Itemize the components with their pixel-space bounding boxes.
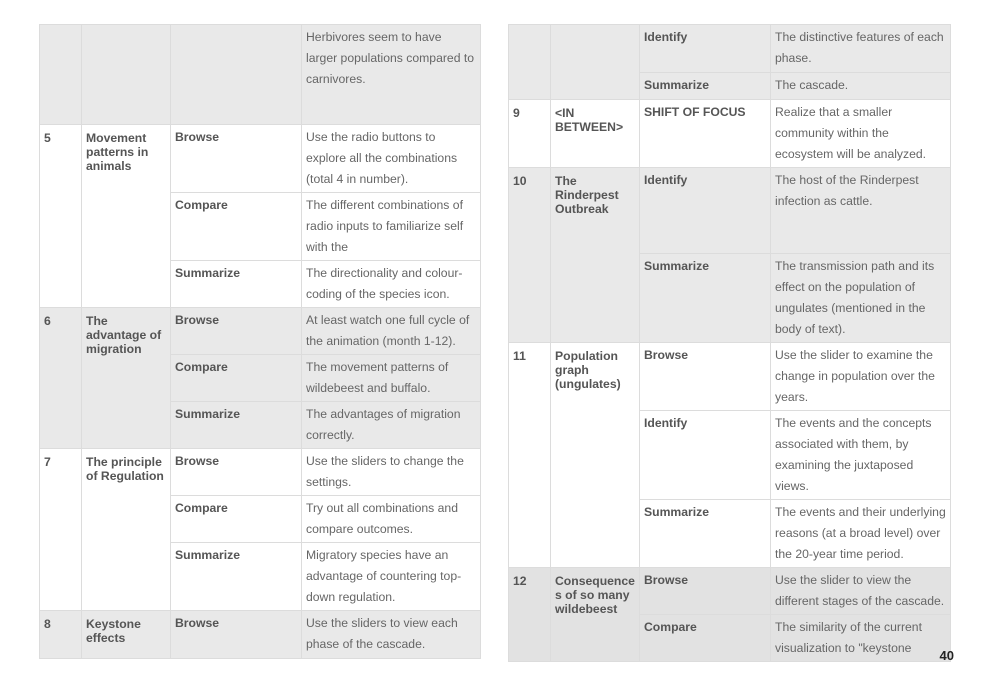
row-number: 5 — [40, 125, 82, 308]
description-cell: Use the slider to view the different stages of the cascade. — [771, 568, 951, 615]
description-cell: The advantages of migration correctly. — [302, 402, 481, 449]
description-cell: The events and the concepts associated with them, by examining the juxtaposed views. — [771, 411, 951, 500]
row-number: 9 — [509, 100, 551, 168]
topic-cell: The principle of Regulation — [82, 449, 171, 611]
description-cell: Realize that a smaller community within the ecosystem will be analyzed. — [771, 100, 951, 168]
activity-cell: Browse — [171, 125, 302, 193]
topic-cell — [551, 25, 640, 100]
activity-cell: Browse — [171, 449, 302, 496]
table-row — [509, 343, 951, 411]
description-cell: The distinctive features of each phase. — [771, 25, 951, 73]
row-number: 8 — [40, 611, 82, 659]
table-row — [40, 125, 481, 193]
description-cell: The events and their underlying reasons (at a broad level) over the 20-year time period. — [771, 500, 951, 568]
activity-cell — [171, 25, 302, 125]
row-number: 6 — [40, 308, 82, 449]
table-row — [40, 308, 481, 355]
description-cell: Use the sliders to view each phase of the cascade. — [302, 611, 481, 659]
description-cell: The movement patterns of wildebeest and buffalo. — [302, 355, 481, 402]
description-cell: Try out all combinations and compare outcomes. — [302, 496, 481, 543]
table-row — [40, 25, 481, 125]
description-cell: The similarity of the current visualization to "keystone — [771, 615, 951, 662]
description-cell: The different combinations of radio inputs to familiarize self with the — [302, 193, 481, 261]
description-cell: At least watch one full cycle of the animation (month 1-12). — [302, 308, 481, 355]
topic-cell: <IN BETWEEN> — [551, 100, 640, 168]
activity-cell: Identify — [640, 411, 771, 500]
activity-cell: Compare — [171, 355, 302, 402]
row-number — [509, 25, 551, 100]
description-cell: Herbivores seem to have larger populations compared to carnivores. — [302, 25, 481, 125]
description-cell: The transmission path and its effect on the population of ungulates (mentioned in the body of text). — [771, 254, 951, 343]
right-table — [508, 24, 951, 662]
activity-cell: Compare — [171, 496, 302, 543]
topic-cell: The Rinderpest Outbreak — [551, 168, 640, 343]
activity-cell: Browse — [171, 308, 302, 355]
activity-cell: Summarize — [171, 261, 302, 308]
activity-cell: Identify — [640, 25, 771, 73]
row-number: 12 — [509, 568, 551, 662]
description-cell: Use the sliders to change the settings. — [302, 449, 481, 496]
activity-cell: Browse — [640, 343, 771, 411]
row-number: 11 — [509, 343, 551, 568]
activity-cell: Browse — [171, 611, 302, 659]
topic-cell: Keystone effects — [82, 611, 171, 659]
activity-cell: Summarize — [640, 73, 771, 100]
table-row — [509, 568, 951, 615]
activity-cell: Summarize — [640, 500, 771, 568]
activity-cell: Compare — [171, 193, 302, 261]
description-cell: The cascade. — [771, 73, 951, 100]
page-number: 40 — [939, 648, 954, 663]
row-number: 7 — [40, 449, 82, 611]
table-row — [509, 168, 951, 254]
description-cell: The host of the Rinderpest infection as cattle. — [771, 168, 951, 254]
activity-cell: SHIFT OF FOCUS — [640, 100, 771, 168]
activity-cell: Compare — [640, 615, 771, 662]
left-table — [39, 24, 481, 659]
topic-cell: Population graph (ungulates) — [551, 343, 640, 568]
description-cell: Use the radio buttons to explore all the combinations (total 4 in number). — [302, 125, 481, 193]
table-row — [40, 611, 481, 659]
activity-cell: Summarize — [171, 543, 302, 611]
activity-cell: Summarize — [171, 402, 302, 449]
description-cell: Use the slider to examine the change in population over the years. — [771, 343, 951, 411]
topic-cell: Consequences of so many wildebeest — [551, 568, 640, 662]
activity-cell: Summarize — [640, 254, 771, 343]
table-row — [40, 449, 481, 496]
row-number: 10 — [509, 168, 551, 343]
row-number — [40, 25, 82, 125]
activity-cell: Identify — [640, 168, 771, 254]
table-row — [509, 25, 951, 73]
table-row — [509, 100, 951, 168]
topic-cell: Movement patterns in animals — [82, 125, 171, 308]
topic-cell — [82, 25, 171, 125]
activity-cell: Browse — [640, 568, 771, 615]
description-cell: Migratory species have an advantage of countering top-down regulation. — [302, 543, 481, 611]
description-cell: The directionality and colour-coding of the species icon. — [302, 261, 481, 308]
topic-cell: The advantage of migration — [82, 308, 171, 449]
